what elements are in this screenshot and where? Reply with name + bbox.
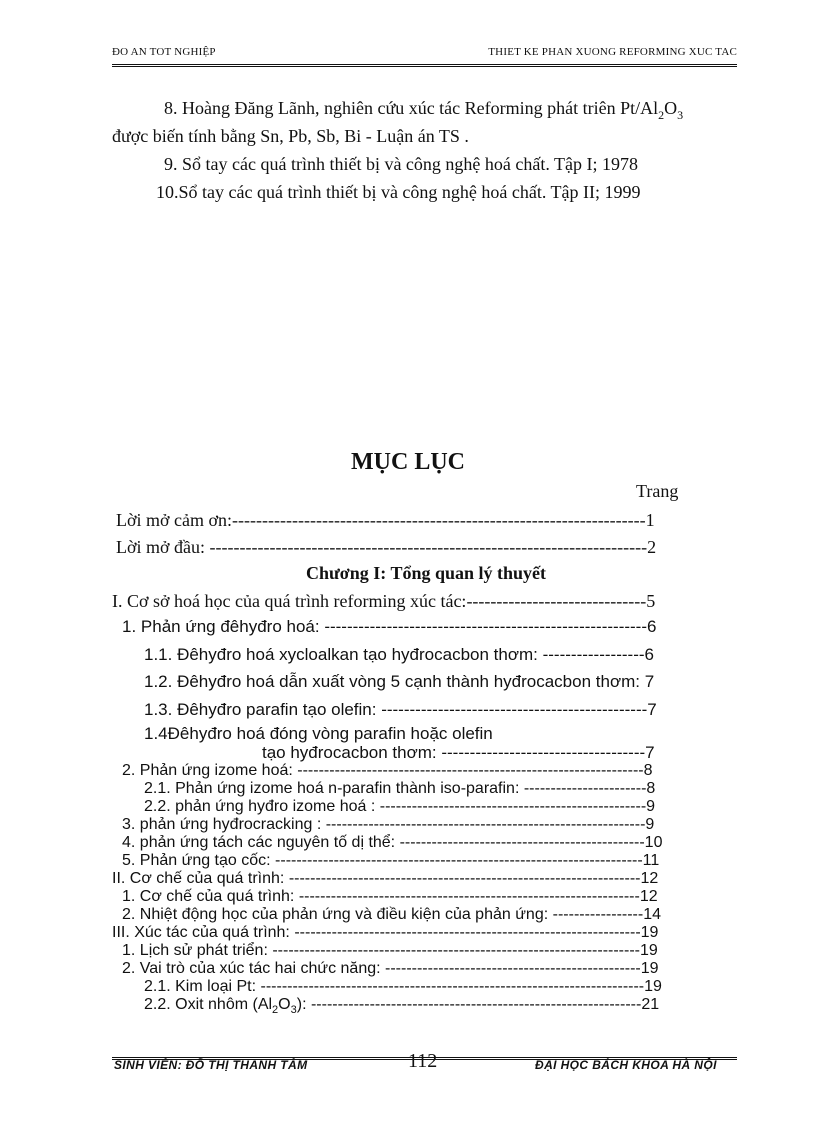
toc-entry-label: 2.1. Kim loại Pt: (144, 978, 261, 995)
toc-entry-page: 11 (642, 852, 660, 869)
toc-entry-page: 21 (641, 996, 660, 1013)
toc-entry-page: 6 (644, 645, 654, 664)
toc-entry-page: 12 (640, 870, 659, 887)
toc-entry-2-1 (144, 780, 655, 798)
toc-entry-page: 7 (644, 672, 655, 691)
toc-entry-label: 4. phản ứng tách các nguyên tố dị thể: (122, 834, 400, 851)
footer-institution: ĐẠI HỌC BÁCH KHOA HÀ NỘI (535, 1058, 717, 1072)
toc-entry-page: 7 (645, 743, 655, 762)
reference-9: 9. Sổ tay các quá trình thiết bị và công nghệ hoá chất. Tập I; 1978 (164, 154, 639, 174)
toc-entry-page: 14 (643, 906, 661, 923)
toc-leader: ----------------- (552, 906, 644, 923)
toc-leader: ------------------------------------------------------------------------ (260, 978, 645, 995)
toc-entry-label: 1. Cơ chế của quá trình: (122, 888, 299, 905)
page-number: 112 (408, 1050, 438, 1072)
toc-page-header: Trang (636, 481, 679, 501)
toc-leader: ---------------------------------------------------------------- (298, 888, 640, 905)
toc-entry-label: III. Xúc tác của quá trình: (112, 924, 295, 941)
toc-entry-label: II. Cơ chế của quá trình: (112, 870, 289, 887)
page-header (112, 46, 737, 64)
toc-entry-page: 8 (646, 780, 656, 797)
toc-entry-section-II (112, 870, 658, 888)
toc-entry-label: 2. Vai trò của xúc tác hai chức năng: (122, 960, 385, 977)
toc-entry-III-1 (122, 942, 658, 960)
toc-entry-page: 19 (639, 942, 658, 959)
toc-entry-label: 5. Phản ứng tạo cốc: (122, 852, 276, 869)
toc-entry-5 (122, 852, 659, 870)
toc-leader: --------------------------------------------------------- (324, 617, 647, 636)
toc-entry-page: 10 (644, 834, 663, 851)
toc-entry-label: 2.2. Oxit nhôm $(Al_2O_3)$: (144, 996, 311, 1017)
toc-entry-label: Lời mở cảm ơn: (116, 510, 233, 530)
toc-leader: ------------------------------ (466, 591, 647, 611)
toc-entry-4 (122, 834, 662, 852)
toc-entry-page: 1 (645, 510, 655, 530)
toc-entry-II-1 (122, 888, 658, 906)
footer-author: SINH VIÊN: ĐỖ THỊ THANH TÂM (114, 1058, 308, 1072)
reference-10: 10.Sổ tay các quá trình thiết bị và công nghệ hoá chất. Tập II; 1999 (156, 182, 641, 202)
toc-entry-loi-cam-on (116, 510, 655, 531)
toc-leader: ------------------------------------ (441, 743, 646, 762)
toc-leader: -------------------------------------------------- (379, 798, 647, 815)
toc-leader: ------------------ (542, 645, 645, 664)
toc-leader: ----------------------------------------------- (381, 700, 648, 719)
chapter-heading: Chương I: Tổng quan lý thuyết (306, 563, 547, 583)
toc-entry-label: 1.4Đêhyđro hoá đóng vòng parafin hoặc olefin (144, 724, 493, 743)
toc-entry-label: I. Cơ sở hoá học của quá trình reforming xúc tác: (112, 591, 467, 611)
toc-entry-page: 6 (647, 617, 657, 636)
reference-8-line1: 8. Hoàng Đăng Lãnh, nghiên cứu xúc tác Reforming phát triên Pt/Al (164, 98, 659, 118)
toc-entry-page: 19 (640, 924, 659, 941)
toc-entry-label: 1.2. Đêhyđro hoá dẫn xuất vòng 5 cạnh thành hyđrocacbon thơm: (144, 672, 645, 691)
header-rule (112, 64, 737, 65)
toc-entry-label: 1.1. Đêhyđro hoá xycloalkan tạo hyđrocacbon thơm: (144, 645, 543, 664)
toc-entry-1-3 (144, 700, 657, 720)
toc-entry-1-4 (144, 724, 493, 744)
toc-entry-page: 5 (646, 591, 656, 611)
reference-8-line2: được biến tính bằng Sn, Pb, Sb, Bi - Luận án TS . (112, 126, 469, 146)
toc-entry-label: Lời mở đầu: (116, 537, 210, 557)
toc-entry-2 (122, 762, 653, 780)
toc-leader: --------------------------------------------------------------------- (272, 942, 640, 959)
toc-entry-loi-mo-dau (116, 537, 656, 558)
toc-entry-label: 2.1. Phản ứng izome hoá n-parafin thành iso-parafin: (144, 780, 524, 797)
toc-entry-label: 2.2. phản ứng hyđro izome hoá : (144, 798, 380, 815)
toc-leader: ----------------------------------------------------------------- (297, 762, 644, 779)
toc-entry-section-I (112, 591, 655, 612)
toc-entry-page: 2 (647, 537, 657, 557)
toc-entry-III-2-2 (144, 996, 659, 1019)
toc-entry-page: 9 (646, 798, 656, 815)
toc-entry-3 (122, 816, 654, 834)
toc-leader: ------------------------------------------------------------------ (288, 870, 641, 887)
toc-leader: ------------------------------------------------------------ (325, 816, 646, 833)
toc-entry-1-1 (144, 645, 654, 665)
toc-entry-page: 9 (645, 816, 655, 833)
header-left: ĐO AN TOT NGHIỆP (112, 46, 216, 58)
toc-leader: ---------------------------------------------- (399, 834, 645, 851)
toc-title: MỤC LỤC (351, 449, 465, 475)
toc-entry-label: 1. Lịch sử phát triển: (122, 942, 273, 959)
toc-entry-2-2 (144, 798, 655, 816)
toc-entry-label: 2. Nhiệt động học của phản ứng và điều kiện của phản ứng: (122, 906, 553, 923)
header-right: THIET KE PHAN XUONG REFORMING XUC TAC (488, 46, 737, 58)
toc-entry-page: 8 (643, 762, 653, 779)
header-rule-secondary (112, 66, 737, 67)
toc-leader: ------------------------------------------------------------------------- (209, 537, 648, 557)
toc-entry-1 (122, 617, 656, 637)
toc-leader: ----------------------------------------------------------------- (294, 924, 641, 941)
toc-leader: --------------------------------------------------------------------- (275, 852, 643, 869)
toc-leader: -------------------------------------------------------------- (310, 996, 642, 1013)
toc-entry-II-2 (122, 906, 661, 924)
toc-entry-page: 7 (647, 700, 657, 719)
toc-leader: --------------------------------------------------------------------- (232, 510, 646, 530)
toc-entry-1-2 (144, 672, 654, 692)
toc-entry-page: 19 (640, 960, 659, 977)
toc-entry-label: 3. phản ứng hyđrocracking : (122, 816, 326, 833)
toc-entry-label: 1. Phản ứng đêhyđro hoá: (122, 617, 325, 636)
toc-leader: ----------------------- (523, 780, 647, 797)
toc-entry-section-III (112, 924, 658, 942)
toc-entry-label: 1.3. Đêhyđro parafin tạo olefin: (144, 700, 382, 719)
toc-leader: ------------------------------------------------ (385, 960, 641, 977)
toc-entry-III-2-1 (144, 978, 662, 996)
toc-entry-page: 19 (644, 978, 662, 995)
toc-entry-label: tạo hyđrocacbon thơm: (262, 743, 442, 762)
toc-entry-1-4-cont (262, 743, 655, 763)
toc-entry-label: 2. Phản ứng izome hoá: (122, 762, 298, 779)
toc-entry-page: 12 (639, 888, 658, 905)
toc-entry-III-2 (122, 960, 659, 978)
